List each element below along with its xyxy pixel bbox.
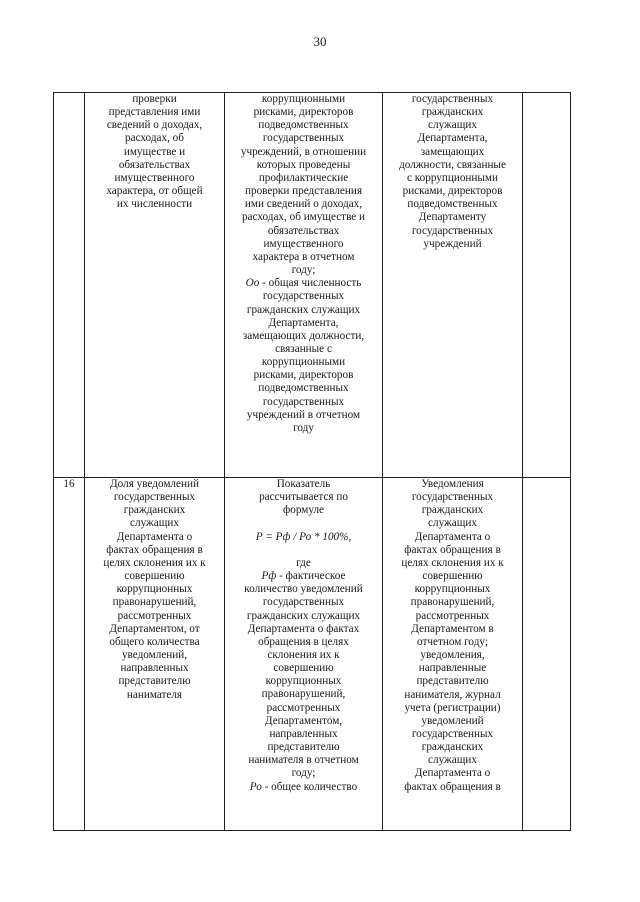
source-line: служащих — [428, 754, 477, 767]
source-line: уведомления, — [420, 649, 485, 662]
method-line: количество уведомлений — [244, 583, 363, 596]
name-line: Департаментом, от — [109, 622, 200, 635]
indicator-name-cell — [85, 93, 225, 478]
source-line: Департаменту — [418, 211, 487, 224]
name-line: обязательствах — [118, 158, 191, 171]
method-line: замещающих должности, — [242, 329, 365, 342]
name-line: их численности — [116, 198, 193, 211]
source-line: отчетном году; — [417, 635, 488, 648]
method-line: обязательствах — [267, 224, 340, 237]
source-line: Департамента о — [414, 767, 491, 780]
name-line: характера, от общей — [106, 185, 203, 198]
page-number: 30 — [313, 34, 327, 49]
source-line: направленные — [418, 662, 487, 675]
method-line: Департамента о фактах — [247, 622, 360, 635]
method-line: рассмотренных — [266, 701, 341, 714]
method-line: году — [293, 421, 314, 434]
source-line: уведомлений — [421, 714, 484, 727]
source-line: Уведомления — [421, 478, 484, 490]
method-line: Департамента, — [268, 316, 339, 329]
source-line: государственных — [411, 727, 494, 740]
name-line: уведомлений, — [121, 649, 188, 662]
method-line: представителю — [267, 741, 340, 754]
source-line: гражданских — [421, 106, 484, 119]
name-line: представителю — [118, 675, 191, 688]
method-line: имущественного — [263, 237, 344, 250]
name-line: проверки — [132, 93, 177, 105]
method-line: склонения их к — [267, 649, 340, 661]
method-line: где — [296, 556, 311, 569]
name-line: совершению — [124, 570, 185, 583]
method-line: профилактические — [258, 171, 349, 184]
method-line: которых проведены — [256, 158, 351, 171]
source-line: Департамента о — [414, 530, 491, 543]
method-line: рисками, директоров — [253, 106, 354, 119]
method-line: подведомственных — [258, 119, 349, 132]
blank-line — [227, 517, 380, 530]
source-line: гражданских — [421, 741, 484, 754]
name-line: сведений о доходах, — [106, 119, 203, 132]
method-line: учреждений в отчетном — [246, 408, 361, 421]
name-line: направленных — [120, 662, 189, 675]
source-line: государственных — [411, 224, 494, 237]
method-line: государственных — [262, 290, 345, 303]
method-line: Департаментом, — [264, 714, 343, 727]
calculation-method-cell — [225, 93, 383, 478]
table-row — [54, 93, 571, 478]
source-line: служащих — [428, 517, 477, 530]
source-line: целях склонения их к — [401, 556, 504, 569]
name-line: нанимателя — [126, 688, 183, 701]
source-line: фактах обращения в — [404, 780, 501, 793]
method-line: нанимателя в отчетном — [248, 754, 359, 767]
method-line: характера в отчетном — [252, 250, 355, 263]
source-line: должности, связанные — [399, 158, 506, 171]
method-line: подведомственных — [258, 382, 349, 395]
name-line: Доля уведомлений — [110, 478, 199, 490]
source-line: с коррупционными — [407, 171, 498, 184]
method-line: ими сведений о доходах, — [244, 198, 363, 211]
source-line: замещающих — [420, 145, 485, 158]
source-line: коррупционных — [414, 583, 491, 596]
source-line: совершению — [422, 570, 483, 583]
name-line: государственных — [113, 491, 196, 504]
method-line: гражданских служащих — [246, 303, 361, 316]
source-line: рисками, директоров — [402, 185, 503, 198]
data-source-cell — [383, 478, 523, 831]
method-line: связанные с — [275, 342, 332, 355]
source-line: учреждений — [423, 237, 482, 250]
name-line: рассмотренных — [117, 609, 192, 622]
source-line: правонарушений, — [410, 596, 495, 609]
method-line: учреждений, в отношении — [240, 145, 367, 158]
formula-line: Р = Рф / Ро * 100%, — [255, 530, 352, 543]
source-line: государственных — [411, 93, 494, 105]
source-line: государственных — [411, 491, 494, 504]
method-line: совершению — [273, 662, 334, 675]
data-source-cell — [383, 93, 523, 478]
method-line: формуле — [283, 504, 324, 517]
method-line: государственных — [262, 132, 345, 145]
calculation-method-cell — [225, 478, 383, 831]
variable-symbol: Рф — [261, 570, 277, 583]
blank-line — [227, 544, 380, 557]
method-line: году; — [291, 264, 316, 277]
method-line: Показатель — [276, 478, 331, 490]
name-line: расходах, об — [125, 132, 184, 145]
definition-text: - фактическое — [276, 570, 346, 583]
method-line: коррупционных — [265, 675, 342, 688]
source-line: подведомственных — [407, 198, 498, 211]
method-line: коррупционными — [261, 356, 346, 369]
source-line: представителю — [416, 675, 489, 688]
method-line: году; — [291, 767, 316, 780]
name-line: правонарушений, — [112, 596, 197, 609]
definition-text: - общее количество — [261, 780, 358, 793]
definition-line — [227, 781, 380, 794]
name-line: служащих — [130, 517, 179, 530]
method-line: направленных — [269, 727, 338, 740]
source-line: фактах обращения в — [404, 543, 501, 556]
indicator-name-cell — [85, 478, 225, 831]
source-line: гражданских — [421, 504, 484, 517]
row-number-cell: 16 — [54, 478, 85, 831]
extra-cell — [523, 93, 571, 478]
name-line: имуществе и — [123, 145, 186, 158]
row-number-cell — [54, 93, 85, 478]
source-line: Департамента, — [417, 132, 488, 145]
source-line: нанимателя, журнал — [404, 688, 501, 701]
method-line: рисками, директоров — [253, 369, 354, 382]
method-line: гражданских служащих — [246, 609, 361, 622]
method-line: расходах, об имуществе и — [241, 211, 366, 224]
method-line: коррупционными — [261, 93, 346, 105]
name-line: гражданских — [123, 504, 186, 517]
name-line: общего количества — [109, 635, 200, 648]
indicators-table — [53, 92, 571, 831]
definition-text: - общая численность — [259, 277, 362, 290]
method-line: государственных — [262, 395, 345, 408]
name-line: представления ими — [108, 106, 201, 119]
table-row — [54, 478, 571, 831]
method-line: проверки представления — [244, 185, 363, 198]
variable-symbol: Ро — [249, 780, 262, 793]
extra-cell — [523, 478, 571, 831]
method-line: правонарушений, — [261, 688, 346, 701]
definition-line — [227, 277, 380, 290]
source-line: Департаментом в — [411, 622, 494, 635]
name-line: фактах обращения в — [106, 543, 203, 556]
variable-symbol: Оо — [245, 277, 260, 290]
name-line: имущественного — [114, 171, 195, 184]
source-line: рассмотренных — [415, 609, 490, 622]
source-line: учета (регистрации) — [404, 701, 501, 714]
source-line: служащих — [428, 119, 477, 132]
name-line: целях склонения их к — [103, 556, 206, 569]
method-line: рассчитывается по — [259, 491, 348, 504]
name-line: Департамента о — [116, 530, 193, 543]
definition-line — [227, 570, 380, 583]
name-line: коррупционных — [116, 583, 193, 596]
method-line: государственных — [262, 596, 345, 609]
method-line: обращения в целях — [258, 635, 349, 648]
